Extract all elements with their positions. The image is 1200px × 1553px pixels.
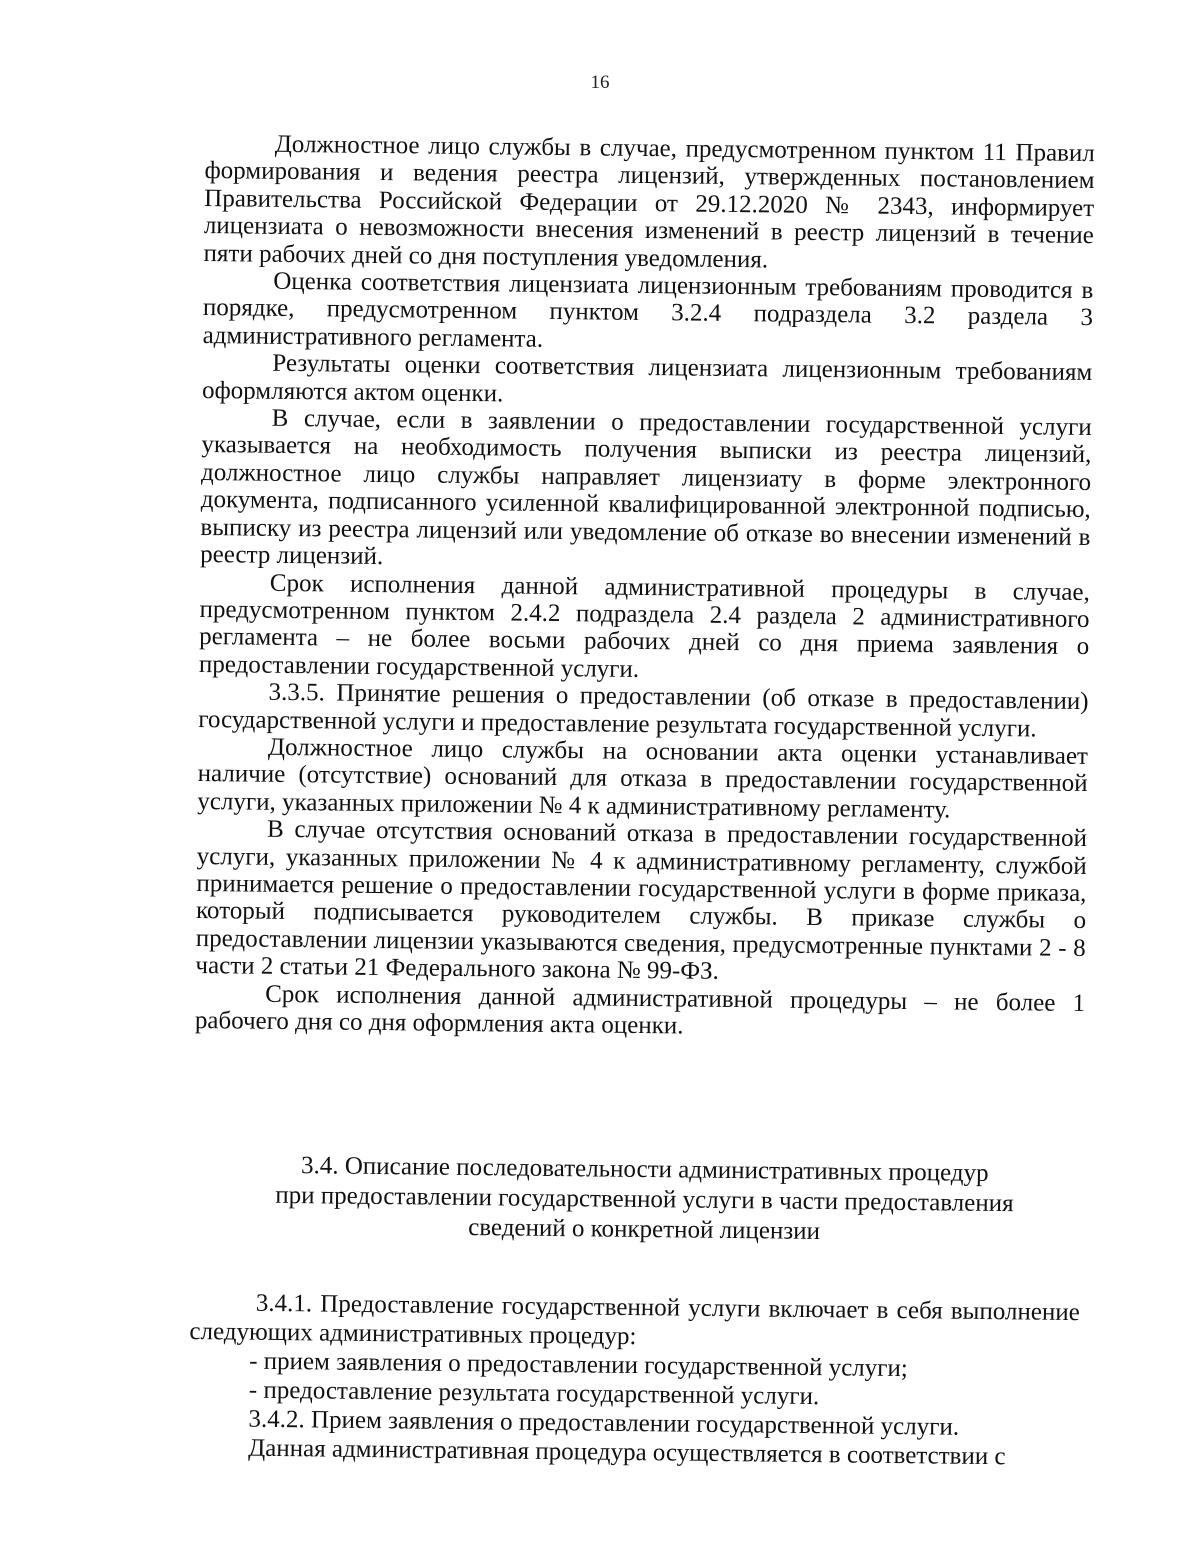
- paragraph-deadline-one-day: Срок исполнения данной административной процедуры – не более 1 рабочего дня со дня оформления акта оценки.: [194, 980, 1086, 1040]
- paragraph-assessment: Оценка соответствия лицензиата лицензионным требованиям проводится в порядке, предусмотренном пунктом 3.2.4 подраздела 3.2 раздела 3 административного регламента.: [202, 267, 1094, 353]
- heading-line-2: при предоставлении государственной услуги в части предоставления: [275, 1181, 1014, 1218]
- page-number: 16: [590, 72, 610, 93]
- paragraph-assessment-results: Результаты оценки соответствия лицензиата лицензионным требованиям оформляются актом оценки.: [201, 350, 1093, 408]
- paragraph-grounds: Должностное лицо службы на основании акта оценки устанавливает наличие (отсутствие) оснований для отказа в предоставлении государственной услуги, указанных приложении № 4 к административному регламенту.: [197, 733, 1089, 824]
- heading-line-1: 3.4. Описание последовательности административных процедур: [300, 1152, 989, 1187]
- section-3-4-text: [188, 1288, 1080, 1472]
- paragraph-3-3-5: 3.3.5. Принятие решения о предоставлении (об отказе в предоставлении) государственной услуги и предоставление результата государственной услуги.: [198, 678, 1089, 743]
- paragraph-deadline-eight-days: Срок исполнения данной административной процедуры в случае, предусмотренном пунктом 2.4.2 подраздела 2.4 раздела 2 административного регламента – не более восьми рабочих дней со дня приема заявления о предоставлении государственной услуги.: [198, 569, 1090, 683]
- paragraph-decision-order: В случае отсутствия оснований отказа в предоставлении государственной услуги, указанных приложении № 4 к административному регламенту, службой принимается решение о предоставлении государственной услуги в форме приказа, который подписывается руководителем службы. В приказе службы о предоставлении лицензии указываются сведения, предусмотренные пунктами 2 - 8 части 2 статьи 21 Федерального закона № 99-ФЗ.: [195, 815, 1088, 986]
- list-item-receive-application: - прием заявления о предоставлении государственной услуги;: [249, 1347, 908, 1383]
- list-item-provide-result: - предоставление результата государственной услуги.: [248, 1376, 820, 1411]
- paragraph-notification: Должностное лицо службы в случае, предусмотренном пунктом 11 Правил формирования и ведения реестра лицензий, утвержденных постановлением Правительства Российской Федерации от 29.12.2020 № 2343, информирует лицензиата о невозможности внесения изменений в реестр лицензий в течение пяти рабочих дней со дня поступления уведомления.: [203, 130, 1095, 274]
- paragraph-3-4-1: 3.4.1. Предоставление государственной услуги включает в себя выполнение следующих административных процедур:: [189, 1289, 1080, 1351]
- section-heading-3-4: [204, 1150, 1085, 1250]
- paragraph-registry-extract: В случае, если в заявлении о предоставлении государственной услуги указывается на необходимость получения выписки из реестра лицензий, должностное лицо службы направляет лицензиату в форме электронного документа, подписанного усиленной квалифицированной электронной подписью, выписку из реестра лицензий или уведомление об отказе во внесении изменений в реестр лицензий.: [200, 404, 1092, 571]
- paragraph-procedure-continues: Данная административная процедура осуществляется в соответствии с: [248, 1434, 1006, 1471]
- main-text: [195, 130, 1095, 1044]
- heading-line-3: сведений о конкретной лицензии: [468, 1213, 821, 1245]
- paragraph-3-4-2: 3.4.2. Прием заявления о предоставлении государственной услуги.: [248, 1405, 960, 1441]
